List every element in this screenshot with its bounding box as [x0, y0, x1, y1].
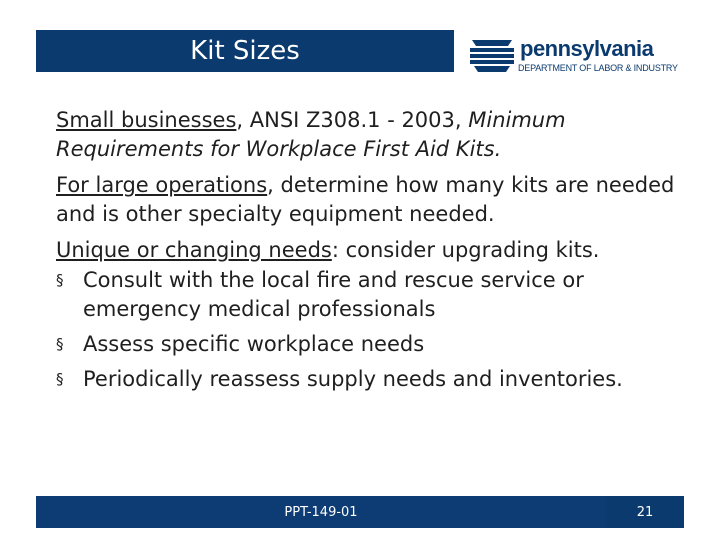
bullet-marker: §: [56, 370, 64, 388]
list-item-text: Consult with the local fire and rescue service or emergency medical professionals: [83, 268, 584, 321]
paragraph-small-businesses: [56, 106, 676, 164]
title-bar: [36, 30, 454, 72]
paragraph-lead: Unique or changing needs: [56, 238, 332, 262]
paragraph-unique-needs: [56, 236, 676, 265]
bullet-marker: §: [56, 271, 64, 289]
paragraph-text: , determine how many kits are needed and is other specialty equipment needed.: [56, 173, 675, 226]
bullet-marker: §: [56, 335, 64, 353]
logo-subtitle: DEPARTMENT OF LABOR & INDUSTRY: [518, 63, 678, 73]
paragraph-text: : consider upgrading kits.: [331, 238, 600, 262]
list-item: [56, 365, 676, 394]
paragraph-italic: Minimum Requirements for Workplace First Aid Kits.: [56, 108, 566, 161]
logo-wordmark: pennsylvania: [520, 36, 654, 61]
list-item: [56, 330, 676, 359]
page-number: 21: [636, 505, 654, 520]
paragraph-lead: For large operations: [56, 173, 268, 197]
footer-bar: [36, 496, 684, 528]
footer-code: PPT-149-01: [284, 505, 358, 520]
slide-content: [56, 106, 676, 394]
pennsylvania-logo: [466, 30, 706, 80]
list-item: [56, 266, 676, 324]
paragraph-text: , ANSI Z308.1 - 2003,: [236, 108, 469, 132]
list-item-text: Periodically reassess supply needs and inventories.: [83, 367, 623, 391]
paragraph-lead: Small businesses: [56, 108, 237, 132]
keystone-icon: [466, 34, 518, 76]
slide-title: Kit Sizes: [190, 36, 300, 66]
bullet-list: [56, 266, 676, 394]
list-item-text: Assess specific workplace needs: [83, 332, 425, 356]
paragraph-large-operations: [56, 171, 676, 229]
